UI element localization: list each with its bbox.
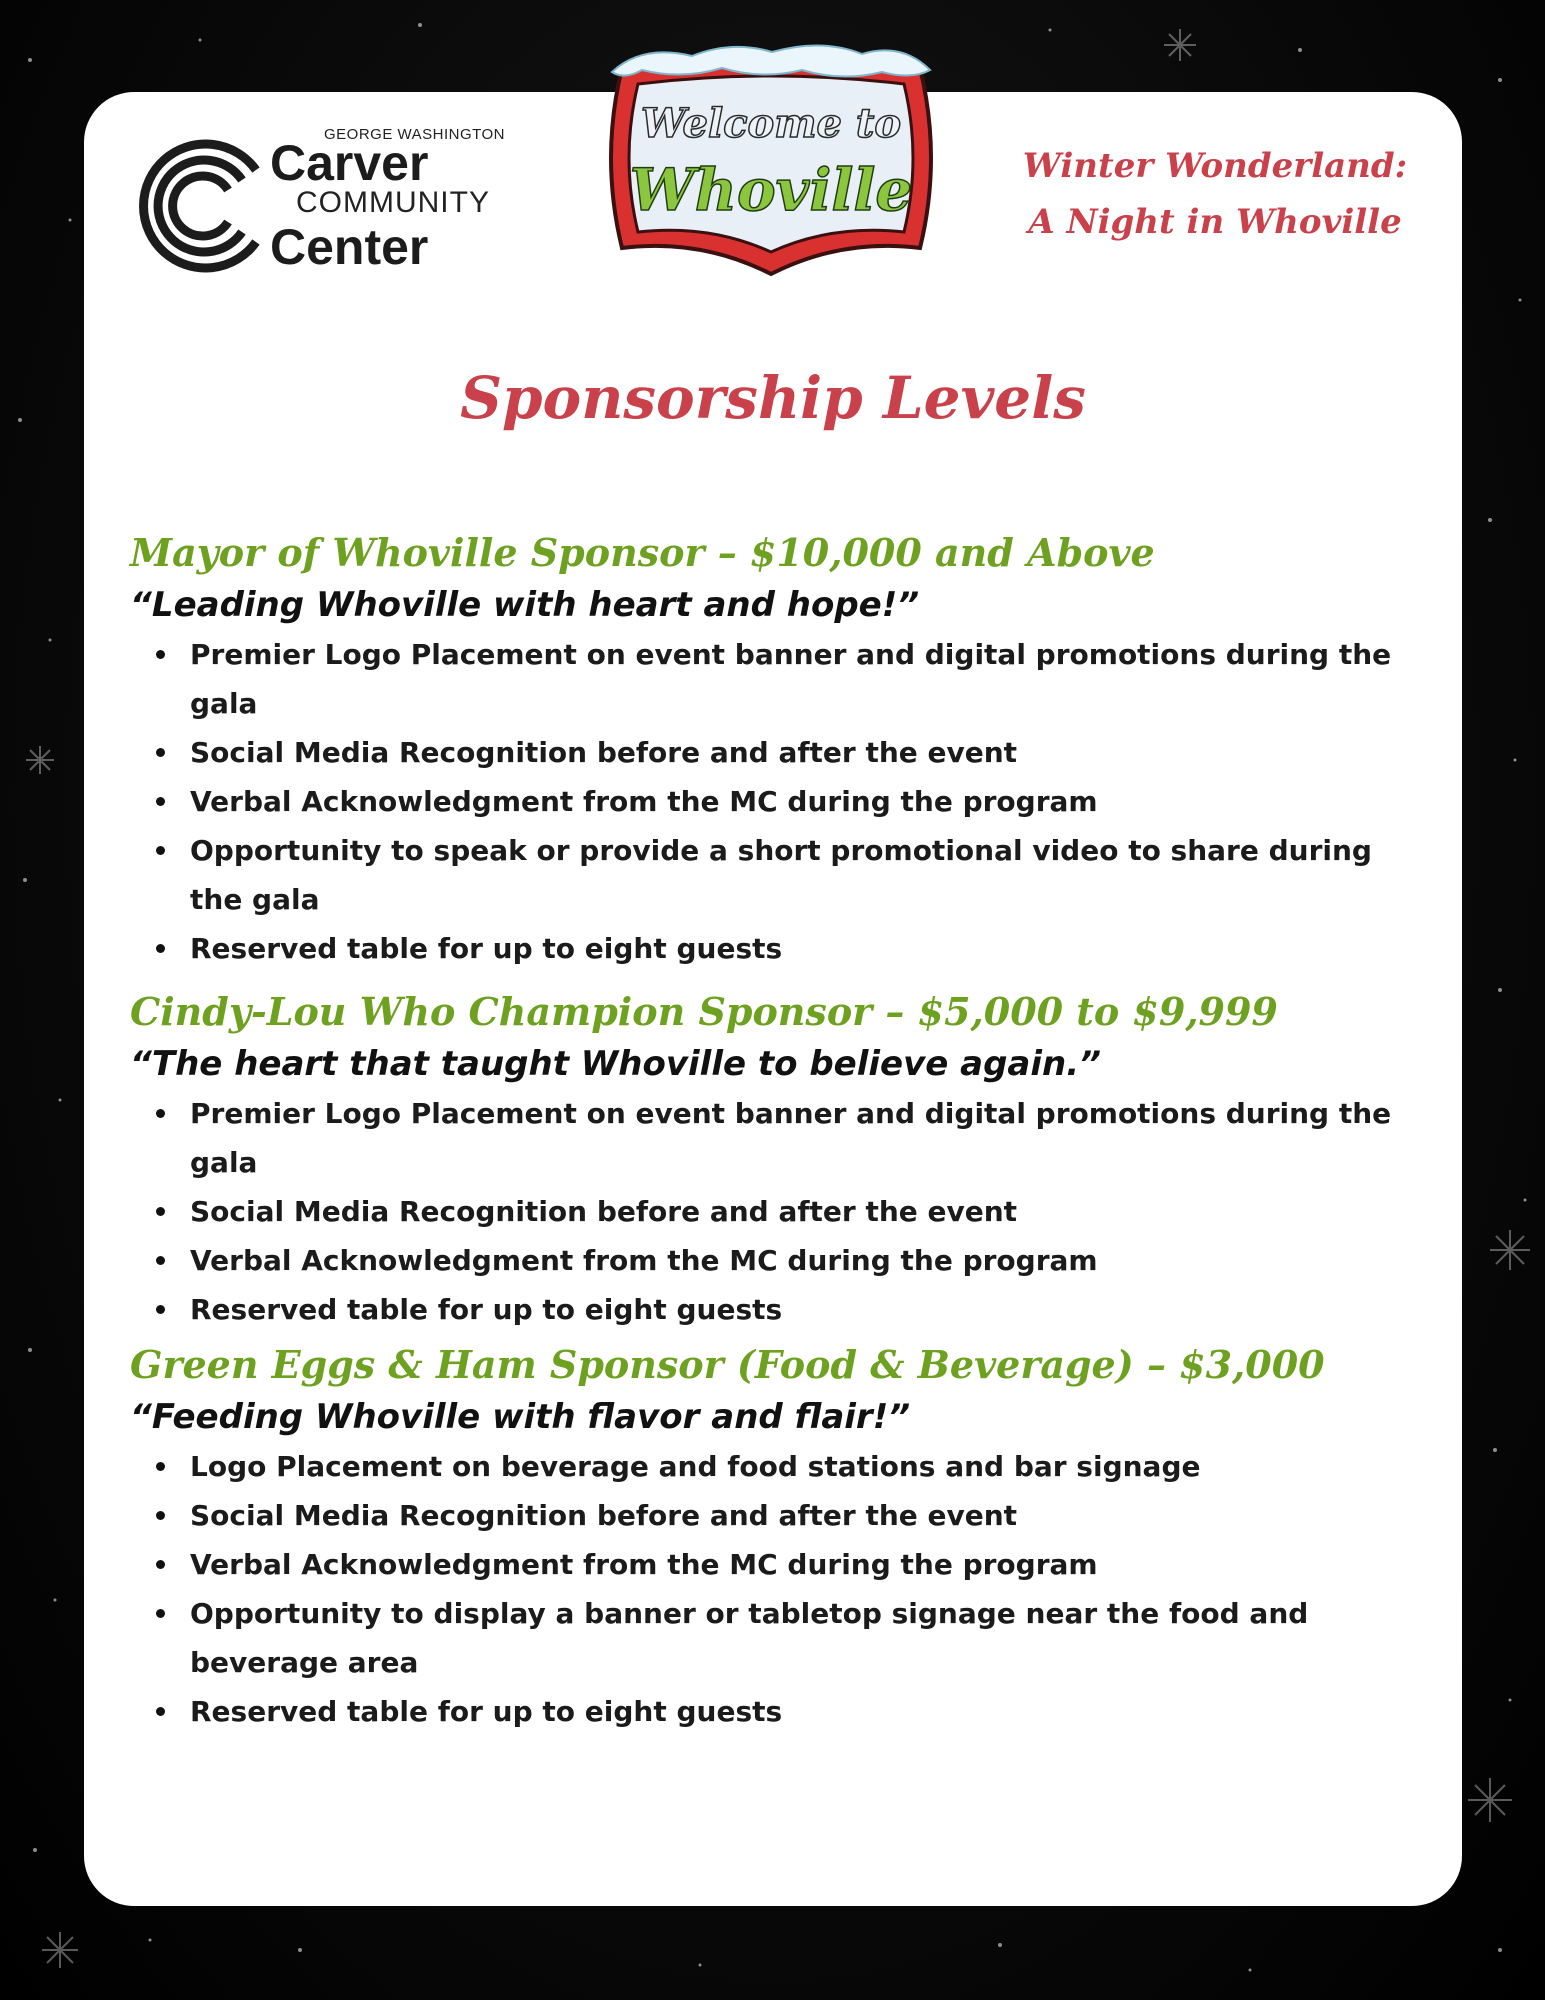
carver-c-emblem-icon xyxy=(134,136,274,276)
level-title: Cindy-Lou Who Champion Sponsor – $5,000 to $9,999 xyxy=(130,989,1278,1034)
logo-line-george-washington: GEORGE WASHINGTON xyxy=(324,126,506,143)
logo-line-carver: Carver xyxy=(270,135,429,191)
perk-list xyxy=(130,1442,1430,1736)
level-quote: “Leading Whoville with heart and hope!” xyxy=(130,585,920,625)
perk-item: Verbal Acknowledgment from the MC during the program xyxy=(190,777,1430,826)
level-title: Mayor of Whoville Sponsor – $10,000 and Above xyxy=(130,530,1155,575)
logo-line-center: Center xyxy=(270,219,429,275)
sponsor-level-mayor xyxy=(130,526,1430,973)
sign-welcome-text: Welcome to xyxy=(640,100,902,147)
perk-item: Premier Logo Placement on event banner and digital promotions during the gala xyxy=(190,1089,1430,1187)
perk-item: Premier Logo Placement on event banner and digital promotions during the gala xyxy=(190,630,1430,728)
perk-item: Opportunity to display a banner or tabletop signage near the food and beverage area xyxy=(190,1589,1430,1687)
page-title: Sponsorship Levels xyxy=(460,364,1086,432)
carver-community-center-logo xyxy=(134,124,544,284)
level-quote: “The heart that taught Whoville to believe again.” xyxy=(130,1044,1102,1084)
perk-item: Verbal Acknowledgment from the MC during the program xyxy=(190,1540,1430,1589)
sign-whoville-text: Whoville xyxy=(629,156,913,224)
perk-item: Reserved table for up to eight guests xyxy=(190,924,1430,973)
perk-list xyxy=(130,1089,1430,1334)
perk-item: Social Media Recognition before and after the event xyxy=(190,728,1430,777)
perk-list xyxy=(130,630,1430,973)
perk-item: Social Media Recognition before and after the event xyxy=(190,1491,1430,1540)
perk-item: Verbal Acknowledgment from the MC during the program xyxy=(190,1236,1430,1285)
event-title xyxy=(990,138,1440,250)
logo-line-community: COMMUNITY xyxy=(296,186,490,219)
perk-item: Reserved table for up to eight guests xyxy=(190,1285,1430,1334)
perk-item: Logo Placement on beverage and food stations and bar signage xyxy=(190,1442,1430,1491)
sponsor-level-green-eggs-ham xyxy=(130,1338,1430,1736)
welcome-to-whoville-sign xyxy=(582,38,960,288)
event-title-line-2: A Night in Whoville xyxy=(1028,202,1402,242)
level-quote: “Feeding Whoville with flavor and flair!” xyxy=(130,1397,911,1437)
perk-item: Social Media Recognition before and after the event xyxy=(190,1187,1430,1236)
sponsor-level-cindy-lou xyxy=(130,985,1430,1334)
event-title-line-1: Winter Wonderland: xyxy=(1022,146,1408,186)
perk-item: Opportunity to speak or provide a short promotional video to share during the gala xyxy=(190,826,1430,924)
perk-item: Reserved table for up to eight guests xyxy=(190,1687,1430,1736)
level-title: Green Eggs & Ham Sponsor (Food & Beverage) – $3,000 xyxy=(130,1342,1325,1387)
